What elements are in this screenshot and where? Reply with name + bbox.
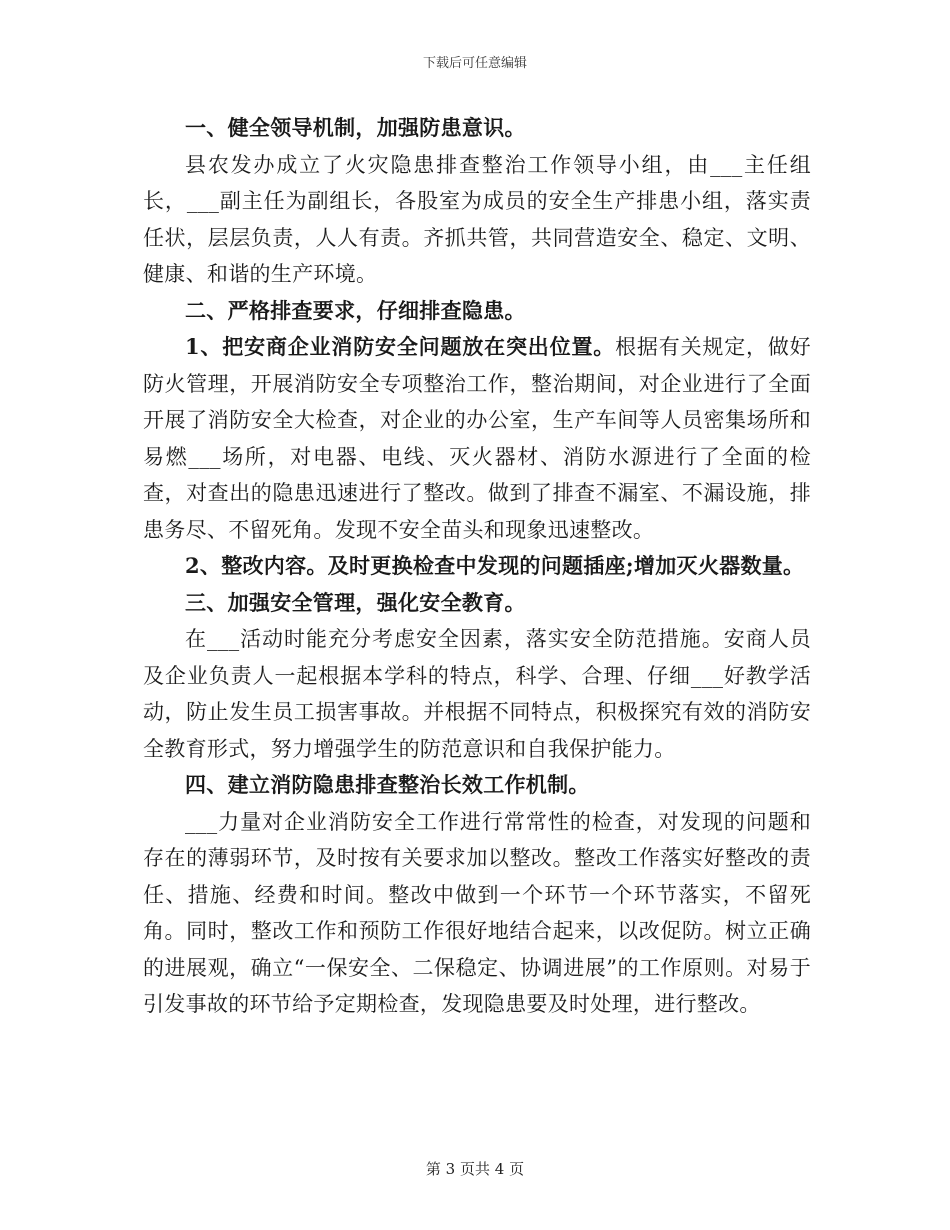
page-footer: 第 3 页共 4 页 — [425, 1160, 525, 1178]
section-1-body: 县农发办成立了火灾隐患排查整治工作领导小组，由___主任组长，___副主任为副组长，各股室为成员的安全生产排患小组，落实责任状，层层负责，人人有责。齐抓共管，共同营造安全、稳定、文明、健康、和谐的生产环境。 — [143, 152, 811, 286]
section-4-heading: 四、建立消防隐患排查整治长效工作机制。 — [185, 772, 590, 797]
section-2-item-2: 2、整改内容。及时更换检查中发现的问题插座;增加灭火器数量。 — [185, 553, 805, 578]
section-1-heading: 一、健全领导机制，加强防患意识。 — [185, 115, 526, 140]
section-2-item-1-body: 根据有关规定，做好防火管理，开展消防安全专项整治工作，整治期间，对企业进行了全面开展了消防安全大检查，对企业的办公室，生产车间等人员密集场所和易燃___场所，对电器、电线、灭火器材、消防水源进行了全面的检查，对查出的隐患迅速进行了整改。做到了排查不漏室、不漏设施，排患务尽、不留死角。发现不安全苗头和现象迅速整改。 — [143, 335, 811, 542]
section-3-heading: 三、加强安全管理，强化安全教育。 — [185, 589, 526, 615]
section-2-item-1-lead: 1、把安商企业消防安全问题放在突出位置。 — [185, 334, 616, 359]
page-header: 下载后可任意编辑 — [422, 56, 527, 71]
section-2-item-1 — [143, 329, 811, 548]
document-body — [143, 110, 811, 1023]
section-4-body: ___力量对企业消防安全工作进行常常性的检查，对发现的问题和存在的薄弱环节，及时按有关要求加以整改。整改工作落实好整改的责任、措施、经费和时间。整改中做到一个环节一个环节落实，不留死角。同时，整改工作和预防工作很好地结合起来，以改促防。树立正确的进展观，确立“一保安全、二保稳定、协调进展”的工作原则。对易于引发事故的环节给予定期检查，发现隐患要及时处理，进行整改。 — [143, 809, 811, 1016]
section-3-body: 在___活动时能充分考虑安全因素，落实安全防范措施。安商人员及企业负责人一起根据本学科的特点，科学、合理、仔细___好教学活动，防止发生员工损害事故。并根据不同特点，积极探究有效的消防安全教育形式，努力增强学生的防范意识和自我保护能力。 — [143, 627, 811, 761]
section-2-heading: 二、严格排查要求，仔细排查隐患。 — [185, 297, 526, 323]
